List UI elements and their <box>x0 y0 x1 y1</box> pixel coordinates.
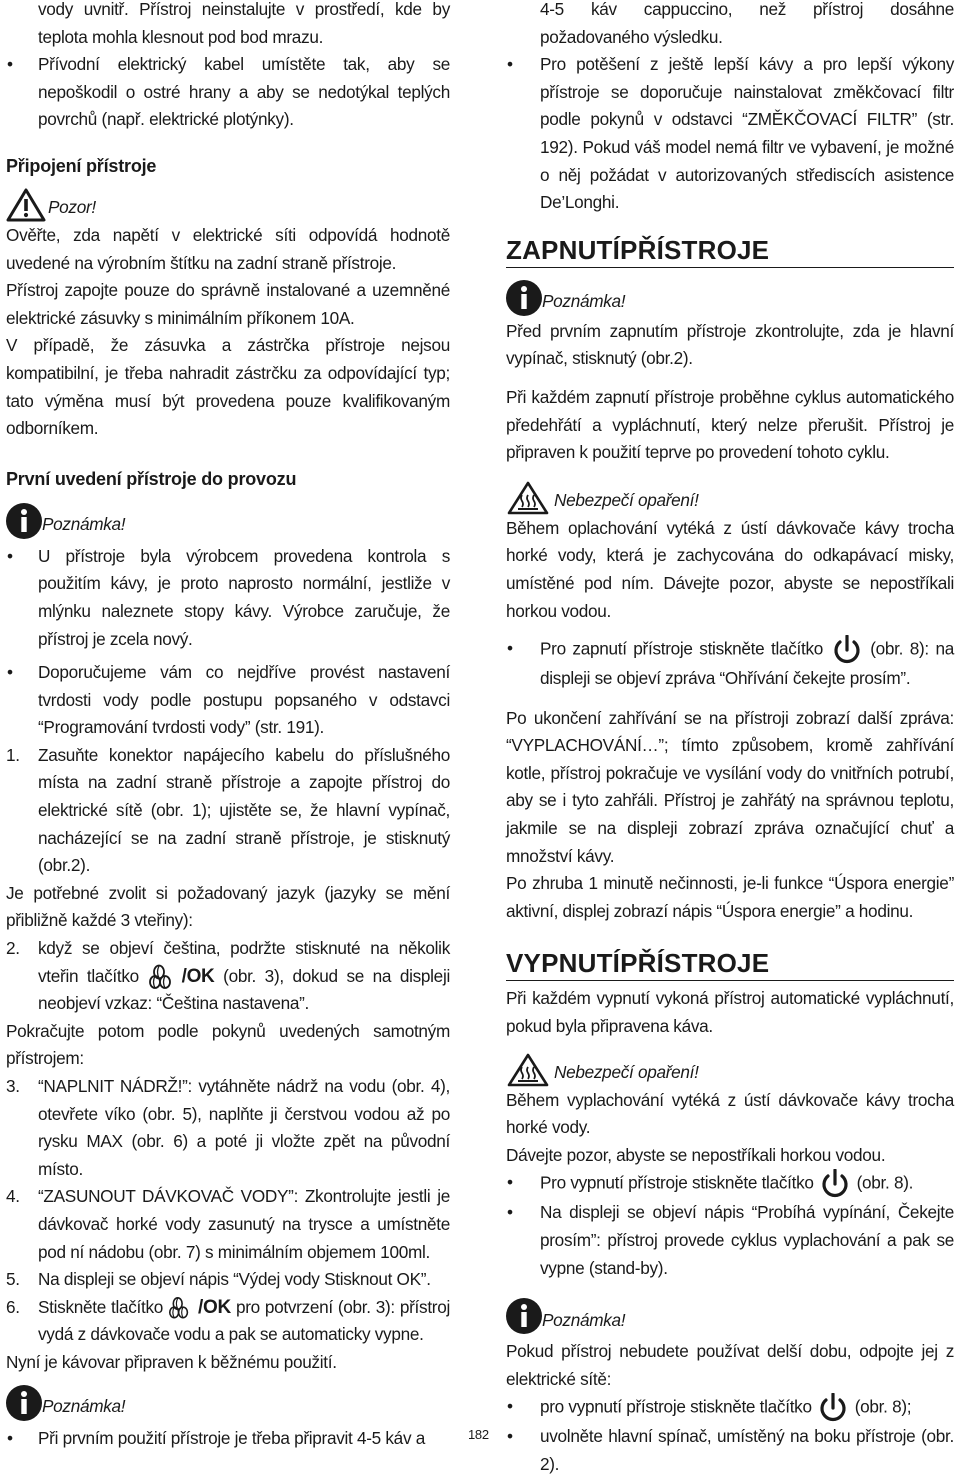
step-number: 6. <box>6 1296 20 1317</box>
note-callout <box>506 278 954 316</box>
note-label: Poznámka! <box>42 514 126 535</box>
preheat-paragraph: Při každém zapnutí přístroje proběhne cyklus automatického předehřátí a vypláchnutí, který nelze přerušit. Přístroj je připraven k použití teprve po provedení tohoto cyklu. <box>506 386 954 463</box>
step-3 <box>6 1073 450 1183</box>
main-switch-release-bullet: • uvolněte hlavní spínač, umístěný na boku přístroje (obr. 2). <box>506 1423 954 1478</box>
bullet-text-part: (obr. 8); <box>854 1396 912 1417</box>
note-label: Poznámka! <box>42 1395 126 1416</box>
cable-bullet: • Přívodní elektrický kabel umístěte tak, aby se nepoškodil o ostré hrany a aby se nedotýkal teplých povrchů (např. elektrické plotýnky). <box>6 51 450 134</box>
note-callout <box>6 501 450 539</box>
step-number: 4. <box>6 1186 20 1207</box>
switch-off-paragraph: Při každém vypnutí vykoná přístroj automatické vypláchnutí, pokud byla připravena káva. <box>506 988 954 1037</box>
step-number: 1. <box>6 744 20 765</box>
power-off-bullet <box>506 1169 954 1199</box>
step-number: 3. <box>6 1076 20 1096</box>
coffee-beans-icon <box>168 1295 198 1321</box>
step-6 <box>6 1294 450 1349</box>
step-text-part: Stiskněte tlačítko <box>38 1296 164 1317</box>
ok-key-label: /OK <box>181 965 215 987</box>
note-label: Poznámka! <box>542 1309 626 1330</box>
plug-paragraph: V případě, že zásuvka a zástrčka přístroje nejsou kompatibilní, je třeba nahradit zástrčku za odpovídající typ; tato výměna musí být provedena pouze kvalifikovaným odborníkem. <box>6 335 450 439</box>
scald-warning <box>506 479 954 515</box>
bullet-text-part: Pro vypnutí přístroje stiskněte tlačítko <box>540 1172 814 1193</box>
connection-heading: Připojení přístroje <box>6 155 157 176</box>
continue-paragraph: Pokračujte potom podle pokynů uvedených samotným přístrojem: <box>6 1020 450 1069</box>
steam-hot-icon <box>506 481 550 515</box>
step-text: Na displeji se objeví nápis “Výdej vody Stisknout OK”. <box>38 1269 431 1290</box>
first-coffees-bullet: • Při prvním použití přístroje je třeba připravit 4-5 káv a <box>6 1425 450 1453</box>
main-switch-paragraph: Před prvním zapnutím přístroje zkontrolujte, zda je hlavní vypínač, stisknutý (obr.2). <box>506 320 954 369</box>
note-callout <box>6 1383 450 1421</box>
step-text: Zasuňte konektor napájecího kabelu do příslušného místa na zadní straně přístroje a zapojte přístroj do elektrické sítě (obr. 1); ujistěte se, že hlavní vypínač, nacházející se na zadní straně přístroje, je stisknutý (obr.2). <box>38 744 450 876</box>
step-text <box>38 935 450 1018</box>
step-text: “NAPLNIT NÁDRŽ!”: vytáhněte nádrž na vodu (obr. 4), otevřete víko (obr. 5), naplňte ji čerstvou vodou až po rysku MAX (obr. 6) a poté ji vložte zpět na původní místo. <box>38 1076 450 1179</box>
voltage-paragraph: Ověřte, zda napětí v elektrické síti odpovídá hodnotě uvedené na výrobním štítku na zadní straně přístroje. <box>6 224 450 273</box>
power-on-bullet <box>506 635 954 693</box>
switch-off-heading: VYPNUTÍPŘÍSTROJE <box>506 947 954 981</box>
step-text-part: pro potvrzení (obr. 3): přístroj vydá z dávkovače vodu a pak se automaticky vypne. <box>38 1296 450 1345</box>
bullet-text-part: pro vypnutí přístroje stiskněte tlačítko <box>540 1396 812 1417</box>
warning-callout <box>6 186 450 222</box>
step-text <box>38 1294 450 1349</box>
step-1 <box>6 742 450 880</box>
note-callout <box>506 1296 954 1334</box>
left-column <box>6 0 450 1452</box>
step-number: 5. <box>6 1269 20 1290</box>
energy-saving-paragraph: Po zhruba 1 minutě nečinnosti, je-li funkce “Úspora energie” aktivní, displej zobrazí nápis “Úspora energie” a hodinu. <box>506 873 954 921</box>
off-scald-paragraph: Během vyplachování vytéká z ústí dávkovače kávy trocha horké vody. <box>506 1089 954 1138</box>
info-icon <box>6 1385 42 1421</box>
ready-paragraph: Nyní je kávovar připraven k běžnému použití. <box>6 1351 337 1372</box>
step-text: “ZASUNOUT DÁVKOVAČ VODY”: Zkontrolujte jestli je dávkovač horké vody zasunutý na trysce a umístněte pod ní nádobu (obr. 7) s minimálním objemem 100ml. <box>38 1186 450 1262</box>
switch-on-heading: ZAPNUTÍPŘÍSTROJE <box>506 234 954 268</box>
right-column <box>506 0 954 1479</box>
warning-triangle-icon <box>6 188 46 222</box>
step-2 <box>6 935 450 1018</box>
bullet-text-part: (obr. 8). <box>856 1172 914 1193</box>
page-number: 182 <box>468 1427 489 1442</box>
scald-warning <box>506 1051 954 1087</box>
note-label: Poznámka! <box>542 291 626 312</box>
scald-paragraph: Během oplachování vytéká z ústí dávkovače kávy trocha horké vody, která je zachycována do odkapávací misky, umístěné pod ním. Dávejte pozor, abyste se nepostříkali horkou vodou. <box>506 517 954 621</box>
intro-paragraph: vody uvnitř. Přístroj neinstalujte v prostředí, kde by teplota mohla klesnout pod bod mrazu. <box>38 0 450 47</box>
bullet-text-part: (obr. 8): na displeji se objeví zpráva “Ohřívání čekejte prosím”. <box>540 638 954 689</box>
step-text-part: když se objeví čeština, podržte stisknuté na několik vteřin tlačítko <box>38 938 450 986</box>
unused-power-bullet <box>506 1393 954 1423</box>
step-5 <box>6 1266 450 1294</box>
power-icon[interactable] <box>830 635 864 665</box>
language-paragraph: Je potřebné zvolit si požadovaný jazyk (jazyky se mění přibližně každé 3 vteřiny): <box>6 882 450 931</box>
unused-paragraph: Pokud přístroj nebudete používat delší dobu, odpojte jej z elektrické sítě: <box>506 1341 954 1389</box>
continued-text: 4-5 káv cappuccino, než přístroj dosáhne požadovaného výsledku. <box>540 0 954 47</box>
power-icon[interactable] <box>816 1393 850 1423</box>
factory-test-bullet: • U přístroje byla výrobcem provedena kontrola s použitím kávy, je proto naprosto normální, jestliže v mlýnku naleznete stopy kávy. Výrobce zaručuje, že přístroj je zcela nový. <box>6 543 450 653</box>
step-4 <box>6 1183 450 1266</box>
off-caution-paragraph: Dávejte pozor, abyste se nepostříkali horkou vodou. <box>506 1144 886 1165</box>
bullet-text-part: Pro zapnutí přístroje stiskněte tlačítko <box>540 638 824 659</box>
ok-key-label: /OK <box>198 1296 231 1318</box>
hardness-bullet: • Doporučujeme vám co nejdříve provést nastavení tvrdosti vody podle postupu popsaného v odstavci “Programování tvrdosti vody” (str. 191). <box>6 659 450 742</box>
rinse-paragraph: Po ukončení zahřívání se na přístroji zobrazí další zpráva: “VYPLACHOVÁNÍ…”; tímto způsobem, kromě zahřívání kotle, přístroj pokračuje ve vysílání vody do vnitřních potrubí, aby se i tyto zahřáli. Přístroj je zahřátý na správnou teplotu, jakmile se na displeji zobrazí zpráva označující chuť a množství kávy. <box>506 707 954 866</box>
warning-label: Pozor! <box>48 197 96 218</box>
power-icon[interactable] <box>818 1169 852 1199</box>
info-icon <box>506 280 542 316</box>
scald-label: Nebezpečí opaření! <box>554 490 699 511</box>
step-text-part: (obr. 3), dokud se na displeji neobjeví vzkaz: “Čeština nastavena”. <box>38 965 450 1014</box>
socket-paragraph: Přístroj zapojte pouze do správně instalované a uzemněné elektrické zásuvky s minimálním příkonem 10A. <box>6 280 450 328</box>
info-icon <box>506 1298 542 1334</box>
steam-hot-icon <box>506 1053 550 1087</box>
info-icon <box>6 503 42 539</box>
shutdown-message-bullet: • Na displeji se objeví nápis “Probíhá vypínání, Čekejte prosím”: přístroj provede cyklus vyplachování a pak se vypne (stand-by). <box>506 1199 954 1282</box>
first-use-heading: První uvedení přístroje do provozu <box>6 468 297 489</box>
scald-label: Nebezpečí opaření! <box>554 1062 699 1083</box>
softener-bullet: • Pro potěšení z ještě lepší kávy a pro lepší výkony přístroje se doporučuje nainstalovat změkčovací filtr podle pokynů v odstavci “ZMĚKČOVACÍ FILTR” (str. 192). Pokud váš model nemá filtr ve vybavení, je možné o něj požádat v autorizovaných střediscích asistence De’Longhi. <box>506 51 954 217</box>
step-number: 2. <box>6 938 20 959</box>
coffee-beans-icon <box>148 964 182 990</box>
